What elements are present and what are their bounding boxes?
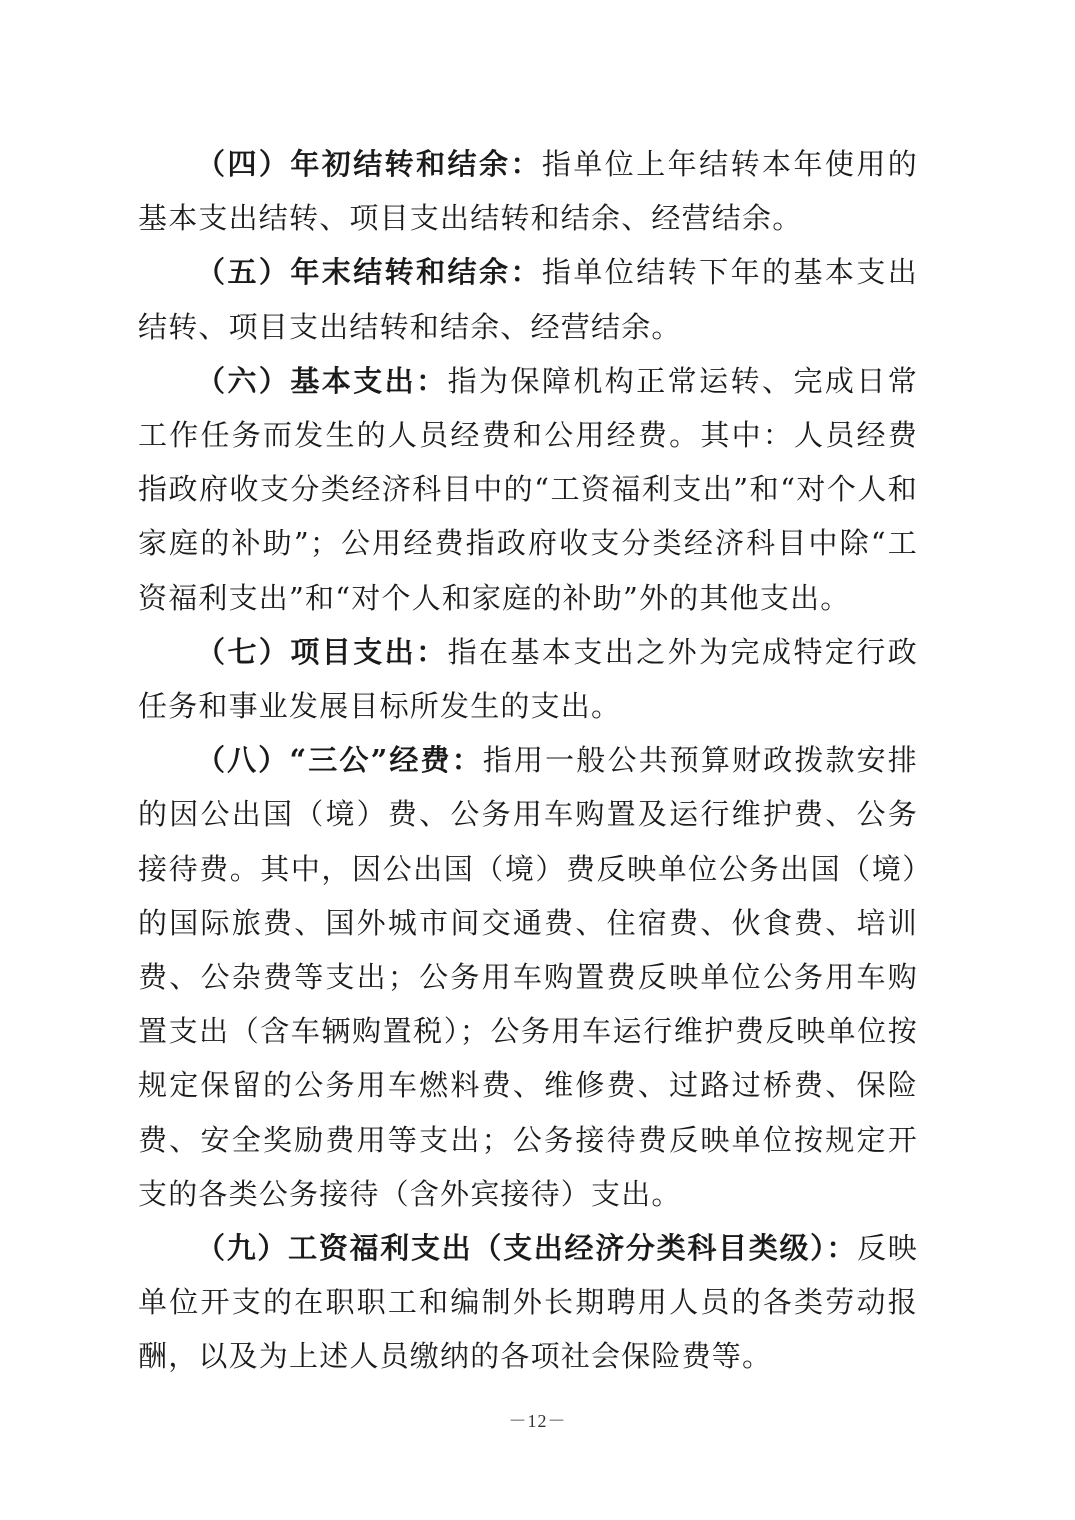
paragraph-carryover-beginning	[138, 137, 918, 245]
document-body	[138, 137, 918, 1384]
term-definition: 指在基本支出之外为完成特定行政任务和事业发展目标所发生的支出。	[138, 634, 918, 724]
term-heading: （四）年初结转和结余：	[196, 147, 542, 181]
term-definition: 反映单位开支的在职职工和编制外长期聘用人员的各类劳动报酬，以及为上述人员缴纳的各项社会保险费等。	[138, 1231, 919, 1374]
term-definition: 指用一般公共预算财政拨款安排的因公出国（境）费、公务用车购置及运行维护费、公务接待费。其中，因公出国（境）费反映单位公务出国（境）的国际旅费、国外城市间交通费、住宿费、伙食费、培训费、公杂费等支出；公务用车购置费反映单位公务用车购置支出（含车辆购置税）；公务用车运行维护费反映单位按规定保留的公务用车燃料费、维修费、过路过桥费、保险费、安全奖励费用等支出；公务接待费反映单位按规定开支的各类公务接待（含外宾接待）支出。	[138, 743, 918, 1211]
paragraph-project-expenditure	[138, 625, 918, 733]
term-definition: 指为保障机构正常运转、完成日常工作任务而发生的人员经费和公用经费。其中：人员经费指政府收支分类经济科目中的“工资福利支出”和“对个人和家庭的补助”；公用经费指政府收支分类经济科目中除“工资福利支出”和“对个人和家庭的补助”外的其他支出。	[138, 363, 918, 615]
term-heading: （五）年末结转和结余：	[196, 255, 542, 290]
term-definition: 指单位结转下年的基本支出结转、项目支出结转和结余、经营结余。	[138, 255, 919, 344]
term-heading: （七）项目支出：	[196, 634, 448, 669]
term-heading: （六）基本支出：	[196, 363, 448, 398]
term-heading: （八）“三公”经费：	[196, 743, 483, 778]
page-number: －12－	[508, 1411, 567, 1431]
paragraph-three-public-expenses	[138, 733, 918, 1221]
paragraph-basic-expenditure	[138, 354, 918, 625]
paragraph-wage-welfare-expenditure	[138, 1221, 918, 1384]
paragraph-carryover-end	[138, 245, 918, 353]
term-heading: （九）工资福利支出（支出经济分类科目类级）：	[196, 1231, 858, 1266]
term-definition: 指单位上年结转本年使用的基本支出结转、项目支出结转和结余、经营结余。	[138, 147, 919, 236]
